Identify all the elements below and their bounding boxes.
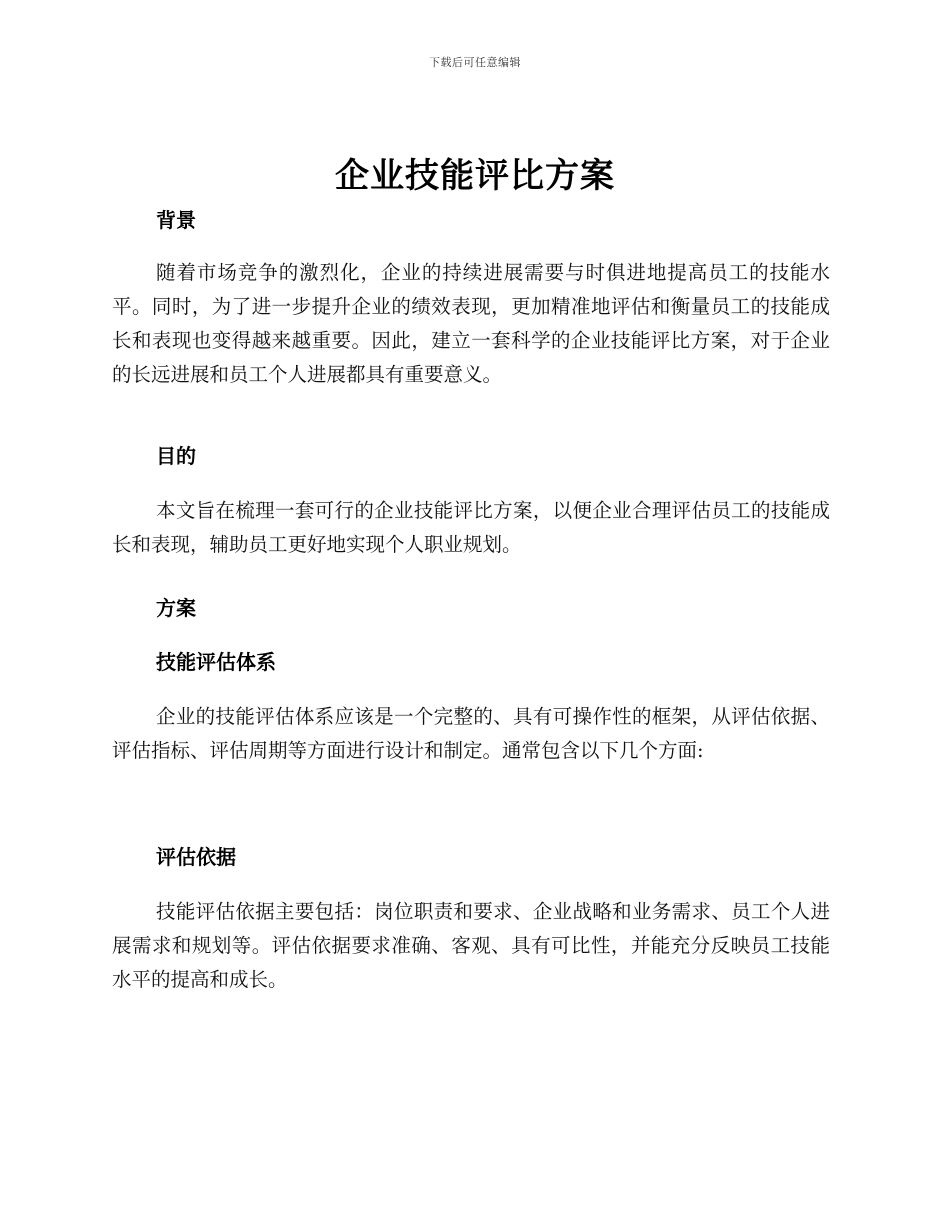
heading-purpose: 目的: [156, 444, 196, 468]
paragraph-purpose: 本文旨在梳理一套可行的企业技能评比方案，以便企业合理评估员工的技能成长和表现，辅助员工更好地实现个人职业规划。: [112, 499, 830, 556]
header-note: 下载后可任意编辑: [429, 56, 521, 69]
paragraph-assessment-basis: 技能评估依据主要包括：岗位职责和要求、企业战略和业务需求、员工个人进展需求和规划等。评估依据要求准确、客观、具有可比性，并能充分反映员工技能水平的提高和成长。: [112, 900, 830, 991]
paragraph-assessment-system: 企业的技能评估体系应该是一个完整的、具有可操作性的框架，从评估依据、评估指标、评估周期等方面进行设计和制定。通常包含以下几个方面:: [112, 705, 830, 762]
heading-plan: 方案: [156, 596, 196, 620]
heading-assessment-system: 技能评估体系: [156, 650, 276, 674]
heading-background: 背景: [156, 208, 196, 232]
paragraph-background: 随着市场竞争的激烈化，企业的持续进展需要与时俱进地提高员工的技能水平。同时，为了进一步提升企业的绩效表现，更加精准地评估和衡量员工的技能成长和表现也变得越来越重要。因此，建立一套科学的企业技能评比方案，对于企业的长远进展和员工个人进展都具有重要意义。: [112, 261, 830, 386]
heading-assessment-basis: 评估依据: [156, 845, 236, 869]
document-title: 企业技能评比方案: [335, 156, 615, 196]
